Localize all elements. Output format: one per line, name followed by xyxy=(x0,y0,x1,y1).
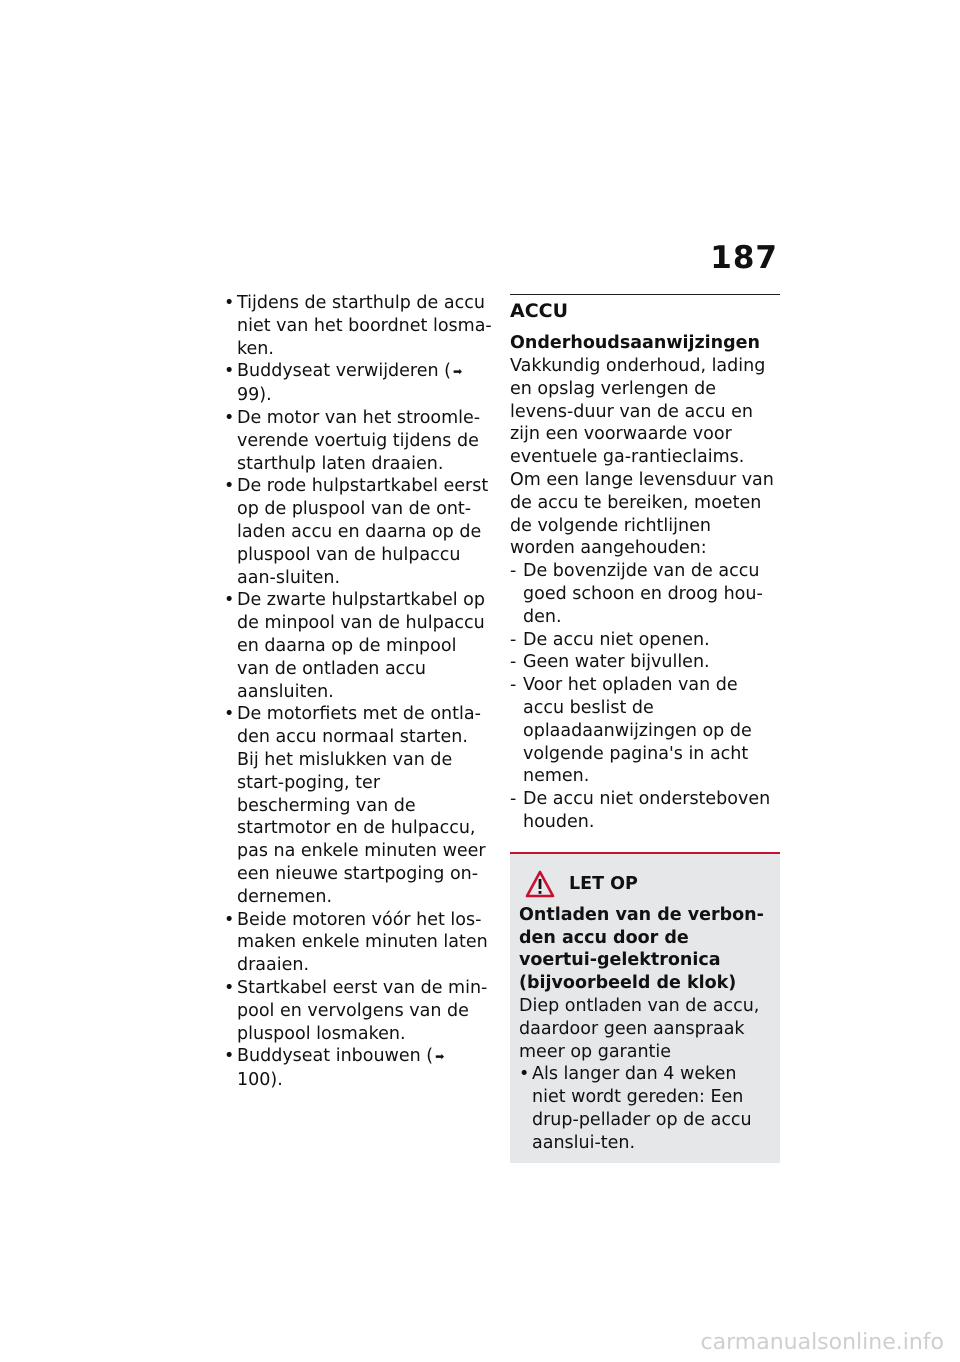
right-column xyxy=(510,292,780,1163)
page-number: 187 xyxy=(710,240,778,276)
guideline-paragraph: Om een lange levensduur van de accu te bereiken, moeten de volgende richtlijnen worden aangehouden: xyxy=(510,469,774,559)
list-item: - De accu niet openen. xyxy=(510,629,780,652)
warning-header xyxy=(519,870,771,898)
list-item: • Als langer dan 4 weken niet wordt gereden: Een drup-pellader op de accu aanslui-ten. xyxy=(519,1063,771,1154)
arrow-right-icon: ➡ xyxy=(435,1050,445,1064)
list-item: • De rode hulpstartkabel eerst op de pluspool van de ont-laden accu en daarna op de pluspool van de hulpaccu aan-sluiten. xyxy=(224,475,492,589)
warning-list xyxy=(519,1063,771,1154)
page-reference: 100). xyxy=(237,1070,283,1091)
list-item: • Startkabel eerst van de min-pool en vervolgens van de pluspool losmaken. xyxy=(224,977,492,1045)
section-title: ACCU xyxy=(510,300,569,322)
procedure-list xyxy=(224,292,492,1092)
list-item: • Buddyseat inbouwen ( ➡100). xyxy=(224,1045,492,1092)
list-item: - De accu niet ondersteboven houden. xyxy=(510,788,780,834)
guideline-list xyxy=(510,560,780,834)
warning-triangle-icon xyxy=(525,870,555,898)
left-column xyxy=(224,292,492,1092)
arrow-right-icon: ➡ xyxy=(453,365,463,379)
warning-body: Diep ontladen van de accu, daardoor geen aanspraak meer op garantie xyxy=(519,995,760,1062)
subsection-title: Onderhoudsaanwijzingen xyxy=(510,333,760,353)
page-reference: 99). xyxy=(237,385,272,406)
intro-paragraph: Vakkundig onderhoud, lading en opslag verlengen de levens-duur van de accu en zijn een voorwaarde voor eventuele ga-rantieclaims. xyxy=(510,356,766,468)
section-divider xyxy=(510,294,780,295)
warning-box xyxy=(510,852,780,1163)
list-item: • De zwarte hulpstartkabel op de minpool van de hulpaccu en daarna op de minpool van de ontladen accu aansluiten. xyxy=(224,589,492,703)
list-item: • De motor van het stroomle-verende voertuig tijdens de starthulp laten draaien. xyxy=(224,407,492,475)
list-item: - De bovenzijde van de accu goed schoon en droog hou-den. xyxy=(510,560,780,628)
watermark: carmanualsonline.info xyxy=(700,1330,944,1355)
list-item: - Geen water bijvullen. xyxy=(510,651,780,674)
list-item: • Beide motoren vóór het los-maken enkele minuten laten draaien. xyxy=(224,909,492,977)
list-item: - Voor het opladen van de accu beslist de oplaadaanwijzingen op de volgende pagina's in acht nemen. xyxy=(510,674,780,788)
list-item: • De motorfiets met de ontla-den accu normaal starten. Bij het mislukken van de start-poging, ter bescherming van de startmotor en de hulpaccu, pas na enkele minuten weer een nieuwe startpoging on-dernemen. xyxy=(224,703,492,908)
list-item: • Tijdens de starthulp de accu niet van het boordnet losma-ken. xyxy=(224,292,492,360)
warning-label: LET OP xyxy=(569,873,638,894)
list-item: • Buddyseat verwijderen ( ➡99). xyxy=(224,360,492,407)
warning-title: Ontladen van de verbon-den accu door de voertui-gelektronica (bijvoorbeeld de klok) xyxy=(519,904,764,994)
